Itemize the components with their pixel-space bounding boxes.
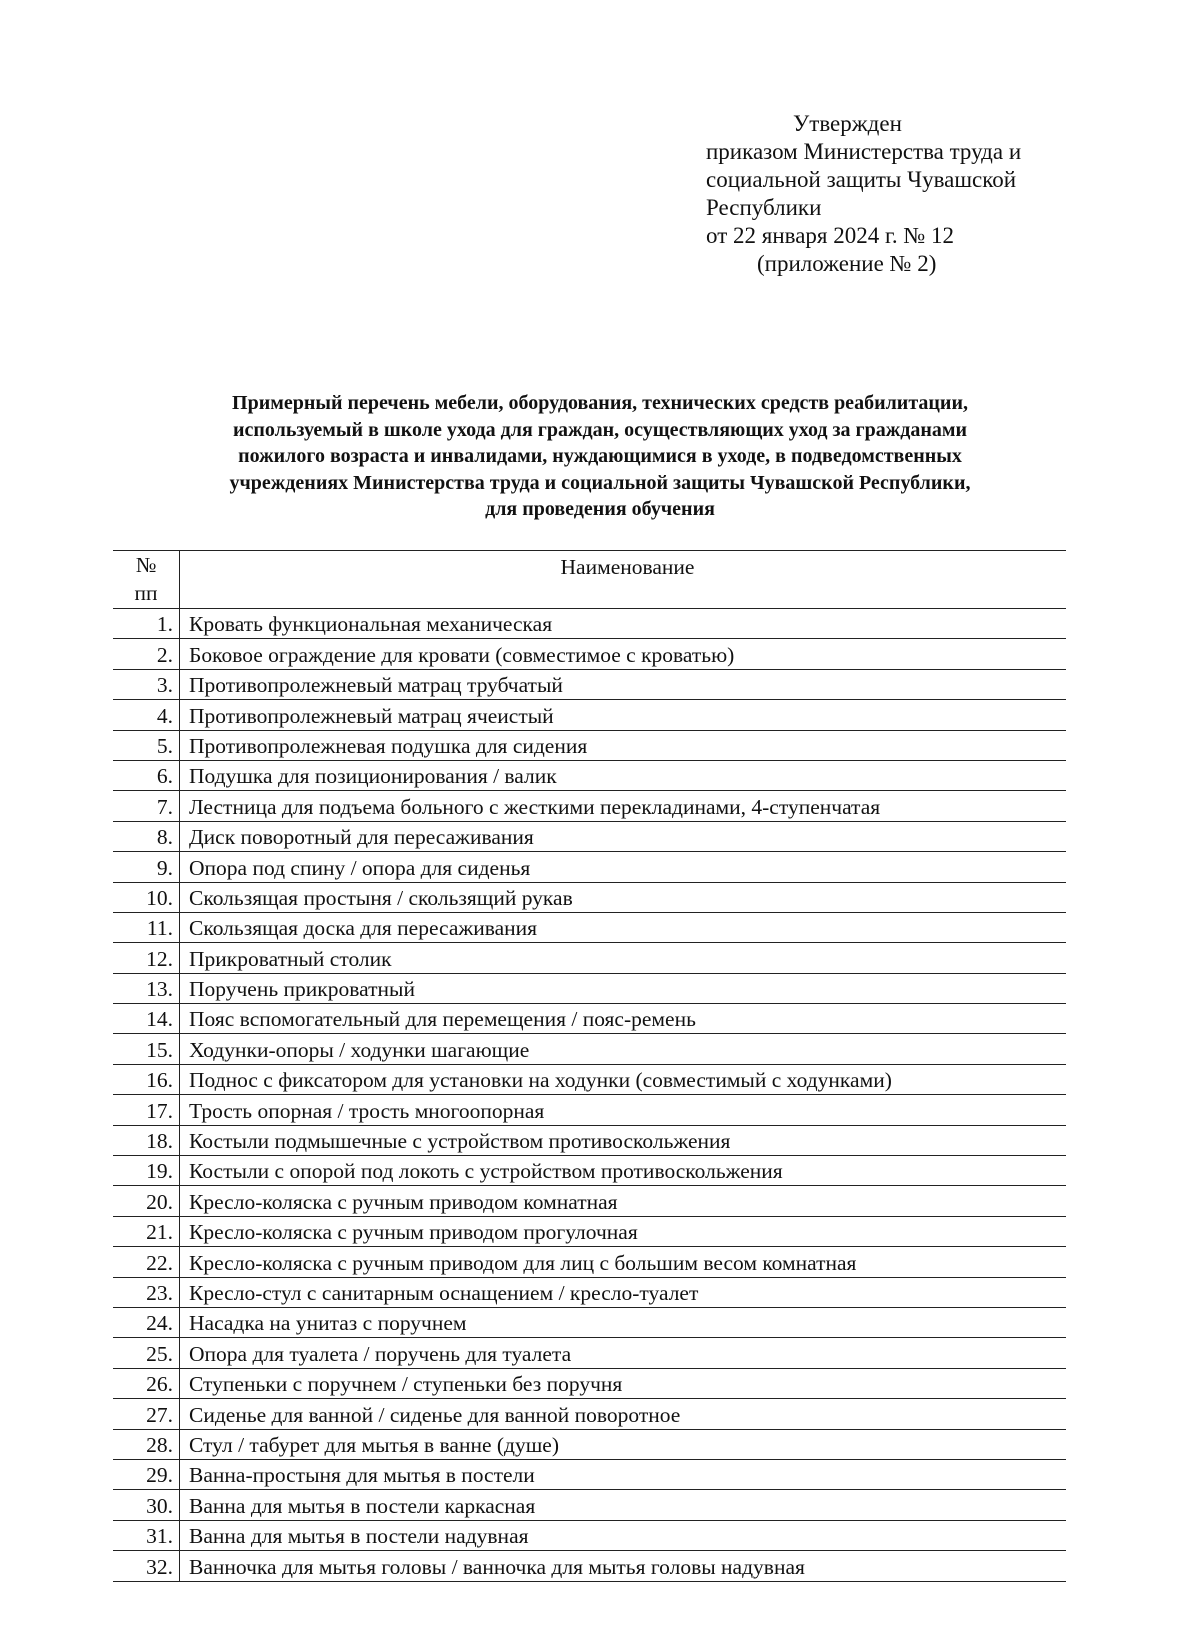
row-number: 4. — [113, 700, 180, 730]
row-name: Прикроватный столик — [180, 943, 1067, 973]
approval-line-1: Утвержден — [793, 111, 902, 136]
row-name: Кресло-коляска с ручным приводом прогулочная — [180, 1216, 1067, 1246]
row-name: Поручень прикроватный — [180, 973, 1067, 1003]
table-row — [113, 1156, 1066, 1186]
row-number: 21. — [113, 1216, 180, 1246]
row-name: Подушка для позиционирования / валик — [180, 760, 1067, 790]
row-name: Ходунки-опоры / ходунки шагающие — [180, 1034, 1067, 1064]
table-row — [113, 1095, 1066, 1125]
row-number: 31. — [113, 1520, 180, 1550]
title-line-4: учреждениях Министерства труда и социальной защиты Чувашской Республики, — [229, 471, 971, 494]
row-number: 32. — [113, 1551, 180, 1581]
approval-line-4: Республики — [706, 195, 822, 220]
row-number: 6. — [113, 760, 180, 790]
row-number: 17. — [113, 1095, 180, 1125]
approval-block — [706, 110, 1126, 278]
table-row — [113, 1247, 1066, 1277]
row-name: Лестница для подъема больного с жесткими перекладинами, 4-ступенчатая — [180, 791, 1067, 821]
table-row — [113, 1277, 1066, 1307]
row-number: 26. — [113, 1368, 180, 1398]
table-row — [113, 852, 1066, 882]
row-number: 19. — [113, 1156, 180, 1186]
table-row — [113, 821, 1066, 851]
row-number: 20. — [113, 1186, 180, 1216]
table-row — [113, 1216, 1066, 1246]
row-number: 23. — [113, 1277, 180, 1307]
table-row — [113, 1034, 1066, 1064]
row-name: Кресло-стул с санитарным оснащением / кресло-туалет — [180, 1277, 1067, 1307]
table-row — [113, 1338, 1066, 1368]
row-name: Насадка на унитаз с поручнем — [180, 1307, 1067, 1337]
table-body — [113, 609, 1066, 1582]
row-number: 22. — [113, 1247, 180, 1277]
row-number: 3. — [113, 669, 180, 699]
row-name: Пояс вспомогательный для перемещения / пояс-ремень — [180, 1004, 1067, 1034]
table-row — [113, 1064, 1066, 1094]
table-row — [113, 1125, 1066, 1155]
table-row — [113, 1520, 1066, 1550]
row-name: Скользящая простыня / скользящий рукав — [180, 882, 1067, 912]
row-number: 24. — [113, 1307, 180, 1337]
row-number: 25. — [113, 1338, 180, 1368]
header-number — [113, 551, 180, 609]
row-number: 13. — [113, 973, 180, 1003]
table-header-row — [113, 551, 1066, 609]
row-number: 8. — [113, 821, 180, 851]
title-line-3: пожилого возраста и инвалидами, нуждающимися в уходе, в подведомственных — [238, 445, 962, 467]
table-row — [113, 1399, 1066, 1429]
row-name: Костыли с опорой под локоть с устройством противоскольжения — [180, 1156, 1067, 1186]
table-row — [113, 1307, 1066, 1337]
row-name: Противопролежневый матрац ячеистый — [180, 700, 1067, 730]
table-row — [113, 1490, 1066, 1520]
header-number-line-1: № — [135, 553, 157, 577]
row-name: Ступеньки с поручнем / ступеньки без поручня — [180, 1368, 1067, 1398]
table-row — [113, 1004, 1066, 1034]
row-number: 9. — [113, 852, 180, 882]
row-name: Ванночка для мытья головы / ванночка для мытья головы надувная — [180, 1551, 1067, 1581]
row-number: 11. — [113, 912, 180, 942]
row-name: Диск поворотный для пересаживания — [180, 821, 1067, 851]
title-line-1: Примерный перечень мебели, оборудования, технических средств реабилитации, — [232, 392, 968, 414]
row-number: 1. — [113, 609, 180, 639]
row-name: Кресло-коляска с ручным приводом для лиц с большим весом комнатная — [180, 1247, 1067, 1277]
approval-line-6: (приложение № 2) — [757, 251, 937, 276]
row-number: 12. — [113, 943, 180, 973]
table-row — [113, 1368, 1066, 1398]
row-number: 14. — [113, 1004, 180, 1034]
row-number: 10. — [113, 882, 180, 912]
row-name: Кровать функциональная механическая — [180, 609, 1067, 639]
row-name: Скользящая доска для пересаживания — [180, 912, 1067, 942]
table-row — [113, 943, 1066, 973]
table-row — [113, 639, 1066, 669]
approval-line-2: приказом Министерства труда и — [706, 139, 1022, 164]
row-name: Опора под спину / опора для сиденья — [180, 852, 1067, 882]
items-table — [113, 550, 1066, 1582]
row-number: 5. — [113, 730, 180, 760]
row-name: Ванна для мытья в постели каркасная — [180, 1490, 1067, 1520]
row-number: 18. — [113, 1125, 180, 1155]
row-name: Костыли подмышечные с устройством противоскольжения — [180, 1125, 1067, 1155]
table-row — [113, 1186, 1066, 1216]
document-title — [110, 390, 1090, 523]
row-number: 2. — [113, 639, 180, 669]
row-name: Противопролежневый матрац трубчатый — [180, 669, 1067, 699]
row-name: Ванна-простыня для мытья в постели — [180, 1459, 1067, 1489]
approval-line-3: социальной защиты Чувашской — [706, 167, 1017, 192]
title-line-5: для проведения обучения — [485, 498, 715, 520]
row-name: Поднос с фиксатором для установки на ходунки (совместимый с ходунками) — [180, 1064, 1067, 1094]
row-number: 27. — [113, 1399, 180, 1429]
row-name: Ванна для мытья в постели надувная — [180, 1520, 1067, 1550]
row-name: Кресло-коляска с ручным приводом комнатная — [180, 1186, 1067, 1216]
table-row — [113, 700, 1066, 730]
row-name: Противопролежневая подушка для сидения — [180, 730, 1067, 760]
table-row — [113, 730, 1066, 760]
row-name: Сиденье для ванной / сиденье для ванной поворотное — [180, 1399, 1067, 1429]
row-number: 28. — [113, 1429, 180, 1459]
table-row — [113, 760, 1066, 790]
table-row — [113, 669, 1066, 699]
table-row — [113, 882, 1066, 912]
row-number: 30. — [113, 1490, 180, 1520]
row-name: Стул / табурет для мытья в ванне (душе) — [180, 1429, 1067, 1459]
row-name: Опора для туалета / поручень для туалета — [180, 1338, 1067, 1368]
table-row — [113, 609, 1066, 639]
header-name: Наименование — [180, 551, 1067, 609]
table-row — [113, 912, 1066, 942]
header-number-line-2: пп — [134, 581, 158, 605]
table-row — [113, 791, 1066, 821]
title-line-2: используемый в школе ухода для граждан, осуществляющих уход за гражданами — [232, 418, 968, 441]
table-row — [113, 973, 1066, 1003]
approval-line-5: от 22 января 2024 г. № 12 — [706, 223, 955, 248]
table-row — [113, 1429, 1066, 1459]
row-name: Боковое ограждение для кровати (совместимое с кроватью) — [180, 639, 1067, 669]
row-name: Трость опорная / трость многоопорная — [180, 1095, 1067, 1125]
row-number: 7. — [113, 791, 180, 821]
table-row — [113, 1551, 1066, 1581]
table-row — [113, 1459, 1066, 1489]
row-number: 29. — [113, 1459, 180, 1489]
row-number: 16. — [113, 1064, 180, 1094]
row-number: 15. — [113, 1034, 180, 1064]
